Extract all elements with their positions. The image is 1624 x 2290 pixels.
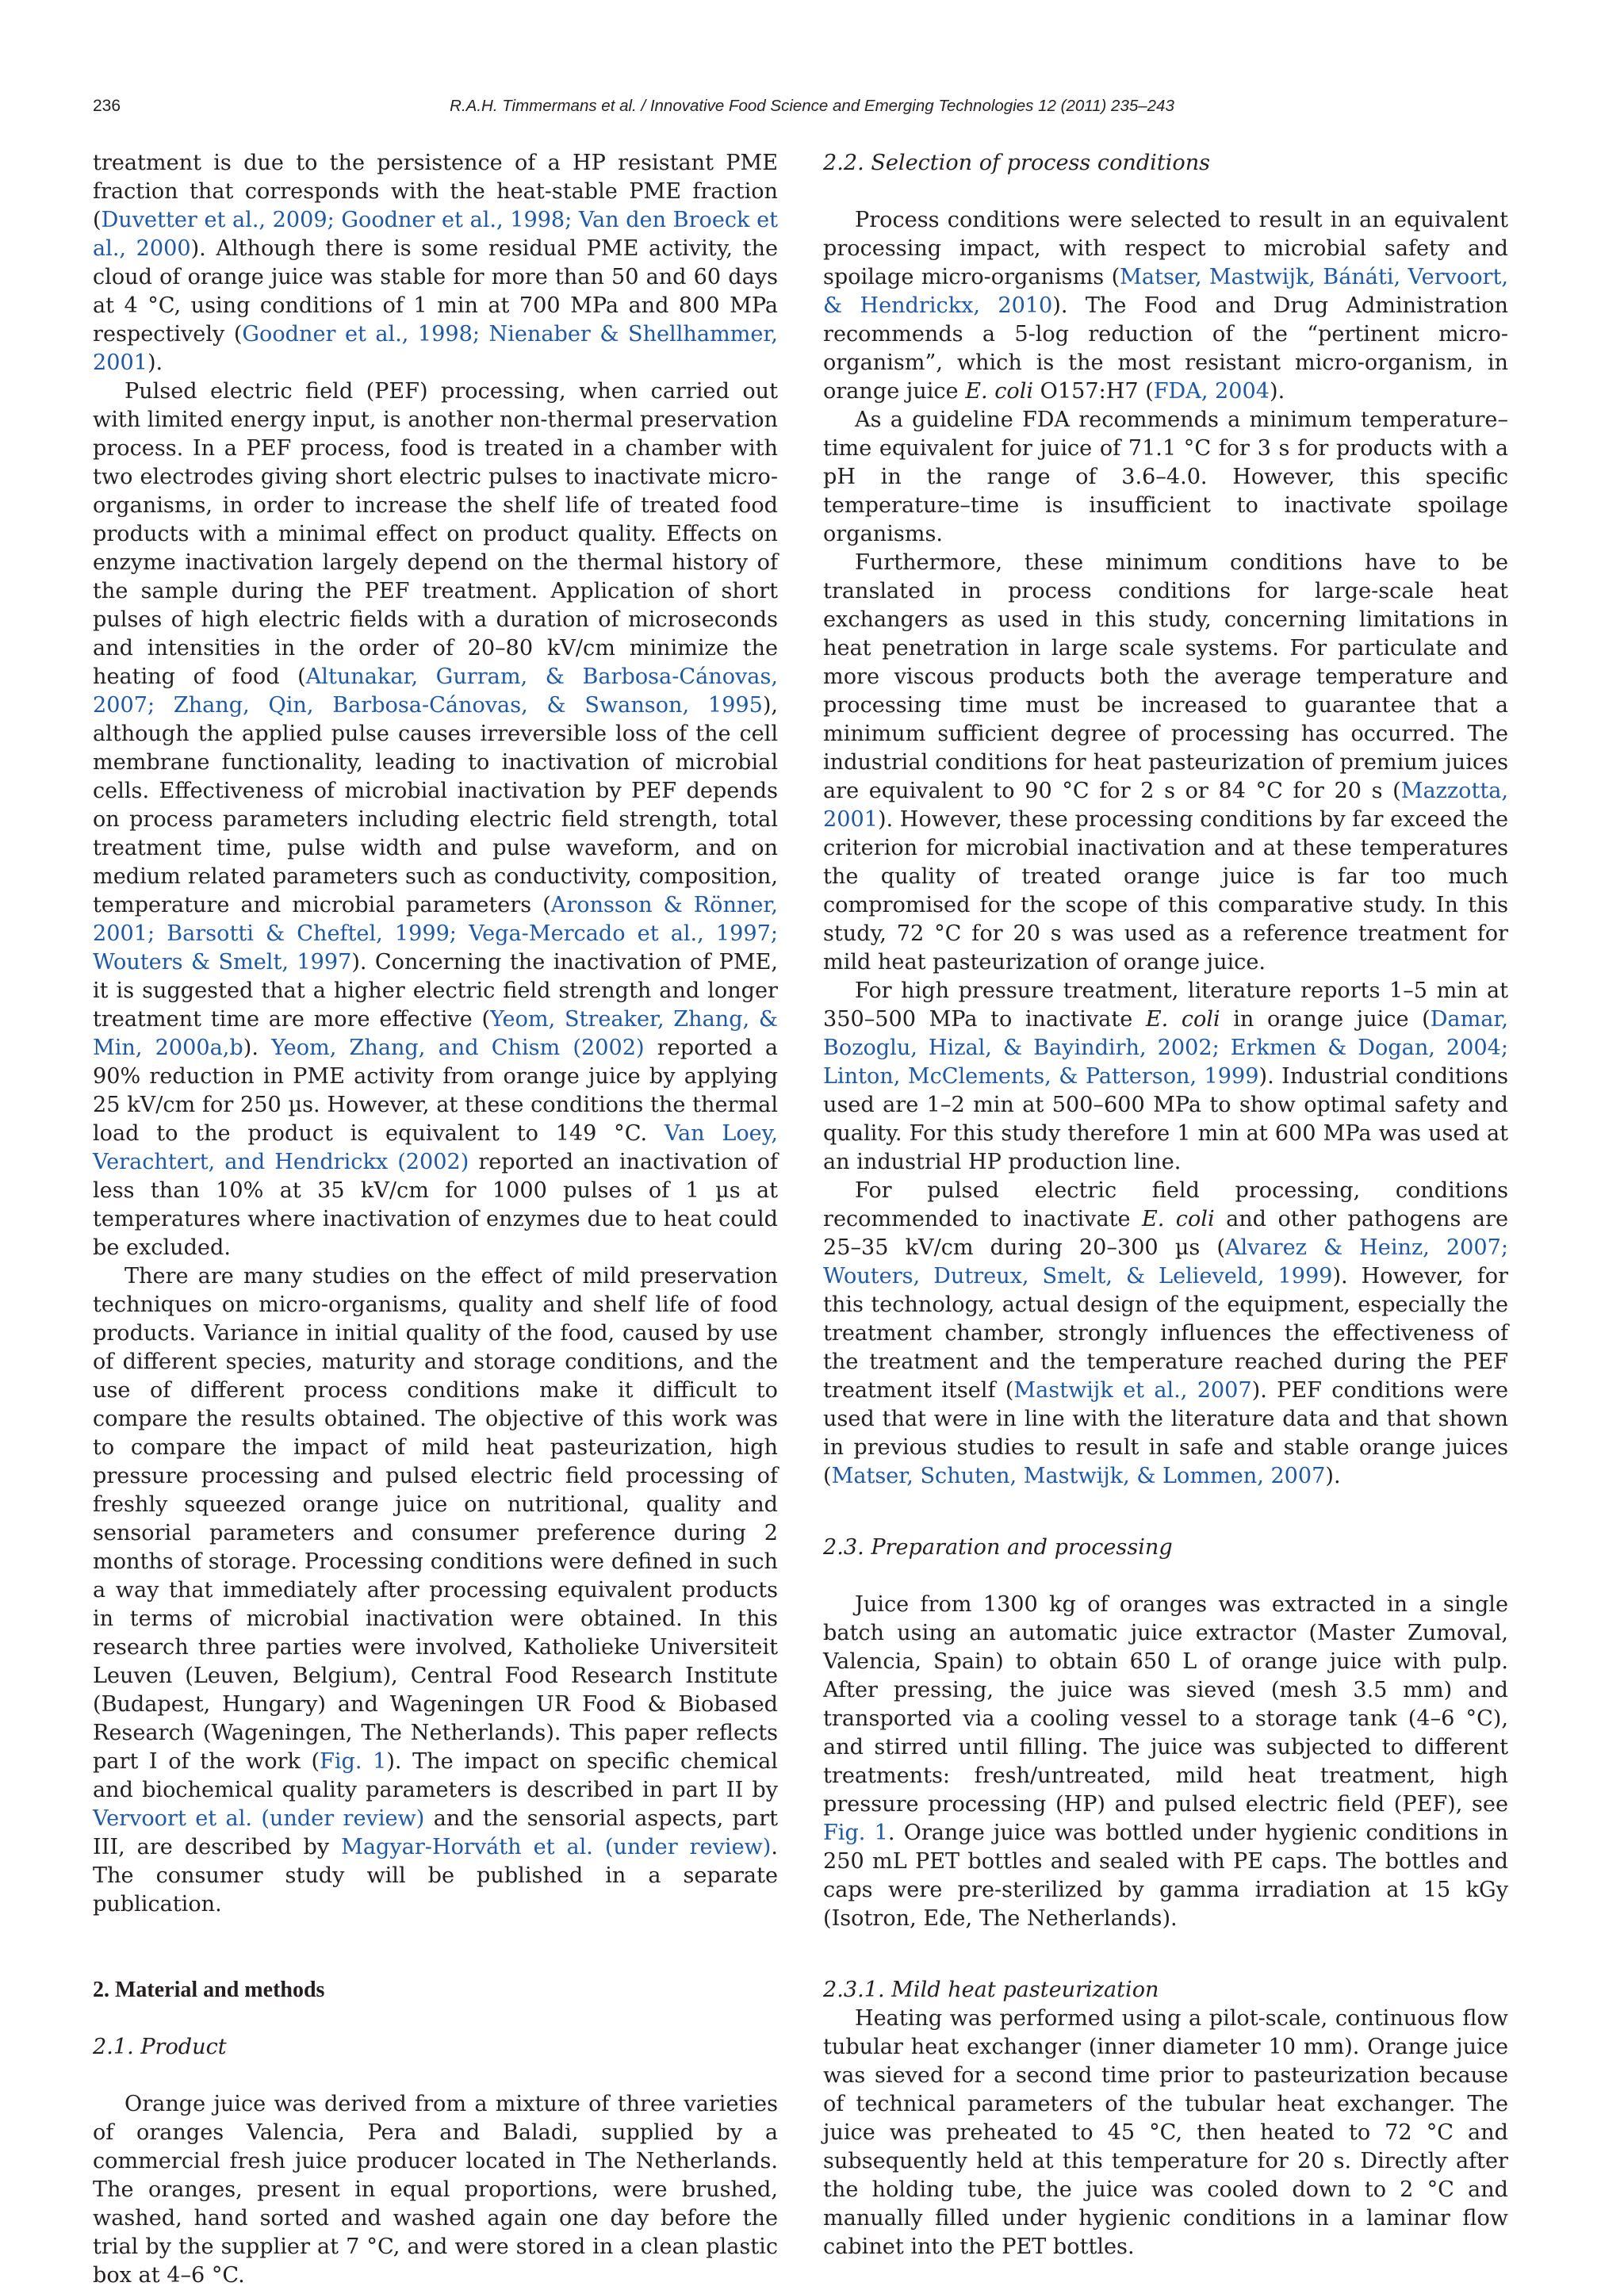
- citation-link[interactable]: FDA, 2004: [1153, 379, 1270, 404]
- text-run: treatment is due to the persistence of a HP resistant PME fraction that corresponds with the heat-stable PME fraction (: [93, 151, 778, 232]
- page-number: 236: [93, 97, 121, 115]
- citation-link[interactable]: Altunakar, Gurram, & Barbosa-Cánovas, 2007; Zhang, Qin, Barbosa-Cánovas, & Swanson, 1995: [93, 664, 778, 718]
- subsection-heading: 2.3.1. Mild heat pasteurization: [823, 1978, 1159, 2002]
- paragraph: [93, 377, 778, 1262]
- paragraph: [823, 549, 1508, 977]
- text-run: Furthermore, these minimum conditions have to be translated in process conditions for large-scale heat exchangers as used in this study, concerning limitations in heat penetration in large scale systems. For particulate and more viscous products both the average temperature and processing time must be increased to guarantee that a minimum sufficient degree of processing has occurred. The industrial conditions for heat pasteurization of premium juices are equivalent to 90 °C for 2 s or 84 °C for 20 s (: [823, 550, 1508, 803]
- citation-link[interactable]: Fig. 1: [320, 1749, 387, 1774]
- text-run: For high pressure treatment, literature reports 1–5 min at 350–500 MPa to inactivate: [823, 978, 1508, 1032]
- paragraph: [823, 206, 1508, 406]
- citation-link[interactable]: Duvetter et al., 2009; Goodner et al., 1998; Van den Broeck et al., 2000: [93, 208, 778, 261]
- text-run: Process conditions were selected to result in an equivalent processing impact, with respect to microbial safety and spoilage micro-organisms (: [823, 208, 1508, 289]
- text-run: and the sensorial aspects, part III, are described by: [93, 1806, 778, 1859]
- citation-link[interactable]: Van Loey, Verachtert, and Hendrickx (2002): [93, 1121, 778, 1174]
- text-run: ), although the applied pulse causes irreversible loss of the cell membrane functionality, leading to inactivation of microbial cells. Effectiveness of microbial inactivation by PEF depends on process parameters including electric field strength, total treatment time, pulse width and pulse waveform, and on medium related parameters such as conductivity, composition, temperature and microbial parameters (: [93, 693, 778, 917]
- text-run: ).: [243, 1036, 272, 1060]
- running-head: R.A.H. Timmermans et al. / Innovative Food Science and Emerging Technologies 12 (2011) 235–243: [450, 97, 1174, 115]
- citation-link[interactable]: Mazzotta, 2001: [823, 779, 1508, 832]
- citation-link[interactable]: Fig. 1: [823, 1821, 888, 1845]
- text-run: ). Concerning the inactivation of PME, it is suggested that a higher electric field strength and longer treatment time are more effective (: [93, 950, 778, 1032]
- subsection-heading: 2.1. Product: [93, 2035, 227, 2059]
- text-run: Pulsed electric field (PEF) processing, when carried out with limited energy input, is another non-thermal preservation process. In a PEF process, food is treated in a chamber with two electrodes giving short electric pulses to inactivate micro-organisms, in order to increase the shelf life of treated food products with a minimal effect on product quality. Effects on enzyme inactivation largely depend on the thermal history of the sample during the PEF treatment. Application of short pulses of high electric fields with a duration of microseconds and intensities in the order of 20–80 kV/cm minimize the heating of food (: [93, 379, 778, 689]
- citation-link[interactable]: Magyar-Horváth et al. (under review): [341, 1835, 772, 1859]
- text-run: . Orange juice was bottled under hygienic conditions in 250 mL PET bottles and sealed with PE caps. The bottles and caps were pre-sterilized by gamma irradiation at 15 kGy (Isotron, Ede, The Netherlands).: [823, 1821, 1508, 1931]
- text-run: As a guideline FDA recommends a minimum temperature–time equivalent for juice of 71.1 °C for 3 s for products with a pH in the range of 3.6–4.0. However, this specific temperature–time is insufficient to inactivate spoilage organisms.: [823, 408, 1508, 546]
- citation-link[interactable]: Goodner et al., 1998; Nienaber & Shellhammer, 2001: [93, 322, 778, 375]
- citation-link[interactable]: Matser, Schuten, Mastwijk, & Lommen, 2007: [831, 1464, 1326, 1488]
- italic-term: E. coli: [1141, 1207, 1215, 1231]
- text-run: ). The Food and Drug Administration recommends a 5-log reduction of the “pertinent micro-organism”, which is the most resistant micro-organism, in orange juice: [823, 293, 1508, 404]
- text-run: ). Although there is some residual PME activity, the cloud of orange juice was stable for more than 50 and 60 days at 4 °C, using conditions of 1 min at 700 MPa and 800 MPa respectively (: [93, 236, 779, 347]
- subsection-heading: 2.2. Selection of process conditions: [823, 151, 1211, 175]
- text-run: ). Industrial conditions used are 1–2 min at 500–600 MPa to show optimal safety and quality. For this study therefore 1 min at 600 MPa was used at an industrial HP production line.: [823, 1064, 1509, 1174]
- text-run: Juice from 1300 kg of oranges was extracted in a single batch using an automatic juice extractor (Master Zumoval, Valencia, Spain) to obtain 650 L of orange juice with pulp. After pressing, the juice was sieved (mesh 3.5 mm) and transported via a cooling vessel to a storage tank (4–6 °C), and stirred until filling. The juice was subjected to different treatments: fresh/untreated, mild heat treatment, high pressure processing (HP) and pulsed electric field (PEF), see: [823, 1592, 1508, 1817]
- text-run: reported an inactivation of less than 10% at 35 kV/cm for 1000 pulses of 1 µs at temperatures where inactivation of enzymes due to heat could be excluded.: [93, 1150, 778, 1260]
- paragraph: [823, 1591, 1508, 1933]
- text-run: ). PEF conditions were used that were in line with the literature data and that shown in previous studies to result in safe and stable orange juices (: [823, 1378, 1508, 1488]
- text-run: Heating was performed using a pilot-scale, continuous flow tubular heat exchanger (inner diameter 10 mm). Orange juice was sieved for a second time prior to pasteurization because of technical parameters of the tubular heat exchanger. The juice was preheated to 45 °C, then heated to 72 °C and subsequently held at this temperature for 20 s. Directly after the holding tube, the juice was cooled down to 2 °C and manually filled under hygienic conditions in a laminar flow cabinet into the PET bottles.: [823, 2006, 1508, 2259]
- italic-term: E. coli: [965, 379, 1034, 404]
- paragraph: [93, 2090, 778, 2290]
- paragraph: [823, 406, 1508, 549]
- text-run: ). However, these processing conditions by far exceed the criterion for microbial inactivation and at these temperatures the quality of treated orange juice is far too much compromised for the scope of this comparative study. In this study, 72 °C for 20 s was used as a reference treatment for mild heat pasteurization of orange juice.: [823, 807, 1508, 975]
- text-run: ). However, for this technology, actual design of the equipment, especially the treatment chamber, strongly influences the effectiveness of the treatment and the temperature reached during the PEF treatment itself (: [823, 1264, 1509, 1403]
- citation-link[interactable]: Mastwijk et al., 2007: [1013, 1378, 1252, 1403]
- citation-link[interactable]: Matser, Mastwijk, Bánáti, Vervoort, & Hendrickx, 2010: [823, 265, 1508, 318]
- text-run: For pulsed electric field processing, conditions recommended to inactivate: [823, 1178, 1508, 1231]
- citation-link[interactable]: Alvarez & Heinz, 2007; Wouters, Dutreux, Smelt, & Lelieveld, 1999: [823, 1235, 1509, 1289]
- italic-term: E. coli: [1145, 1007, 1220, 1032]
- text-run: in orange juice (: [1220, 1007, 1431, 1032]
- citation-link[interactable]: Aronsson & Rönner, 2001; Barsotti & Cheftel, 1999; Vega-Mercado et al., 1997; Wouters & Smelt, 1997: [93, 893, 778, 975]
- citation-link[interactable]: Damar, Bozoglu, Hizal, & Bayindirh, 2002; Erkmen & Dogan, 2004; Linton, McClements, & Patterson, 1999: [823, 1007, 1508, 1089]
- text-run: O157:H7 (: [1033, 379, 1154, 404]
- page-header: [0, 97, 1624, 124]
- text-run: ).: [1270, 379, 1285, 404]
- left-column: [93, 149, 778, 2290]
- citation-link[interactable]: Yeom, Zhang, and Chism (2002): [271, 1036, 645, 1060]
- text-run: Orange juice was derived from a mixture of three varieties of oranges Valencia, Pera and Baladi, supplied by a commercial fresh juice producer located in The Netherlands. The oranges, present in equal proportions, were brushed, washed, hand sorted and washed again one day before the trial by the supplier at 7 °C, and were stored in a clean plastic box at 4–6 °C.: [93, 2092, 778, 2288]
- text-run: . The consumer study will be published in a separate publication.: [93, 1835, 778, 1917]
- text-run: and other pathogens are 25–35 kV/cm during 20–300 µs (: [823, 1207, 1508, 1260]
- section-heading: 2. Material and methods: [93, 1978, 325, 2002]
- paragraph: [93, 149, 778, 377]
- text-run: There are many studies on the effect of mild preservation techniques on micro-organisms, quality and shelf life of food products. Variance in initial quality of the food, caused by use of different species, maturity and storage conditions, and the use of different process conditions make it difficult to compare the results obtained. The objective of this work was to compare the impact of mild heat pasteurization, high pressure processing and pulsed electric field processing of freshly squeezed orange juice on nutritional, quality and sensorial parameters and consumer preference during 2 months of storage. Processing conditions were defined in such a way that immediately after processing equivalent products in terms of microbial inactivation were obtained. In this research three parties were involved, Katholieke Universiteit Leuven (Leuven, Belgium), Central Food Research Institute (Budapest, Hungary) and Wageningen UR Food & Biobased Research (Wageningen, The Netherlands). This paper reflects part I of the work (: [93, 1264, 778, 1774]
- text-run: ).: [1325, 1464, 1341, 1488]
- paragraph: [823, 977, 1508, 1177]
- text-run: ). The impact on specific chemical and biochemical quality parameters is described in part II by: [93, 1749, 778, 1802]
- paragraph: [823, 2005, 1508, 2261]
- citation-link[interactable]: Vervoort et al. (under review): [93, 1806, 425, 1831]
- paragraph: [823, 1177, 1508, 1491]
- paragraph: [93, 1262, 778, 1919]
- right-column: [823, 149, 1508, 2261]
- subsection-heading: 2.3. Preparation and processing: [823, 1535, 1173, 1560]
- text-run: ).: [147, 350, 163, 375]
- citation-link[interactable]: Yeom, Streaker, Zhang, & Min, 2000a,b: [93, 1007, 778, 1060]
- text-run: reported a 90% reduction in PME activity from orange juice by applying 25 kV/cm for 250 µs. However, at these conditions the thermal load to the product is equivalent to 149 °C.: [93, 1036, 778, 1146]
